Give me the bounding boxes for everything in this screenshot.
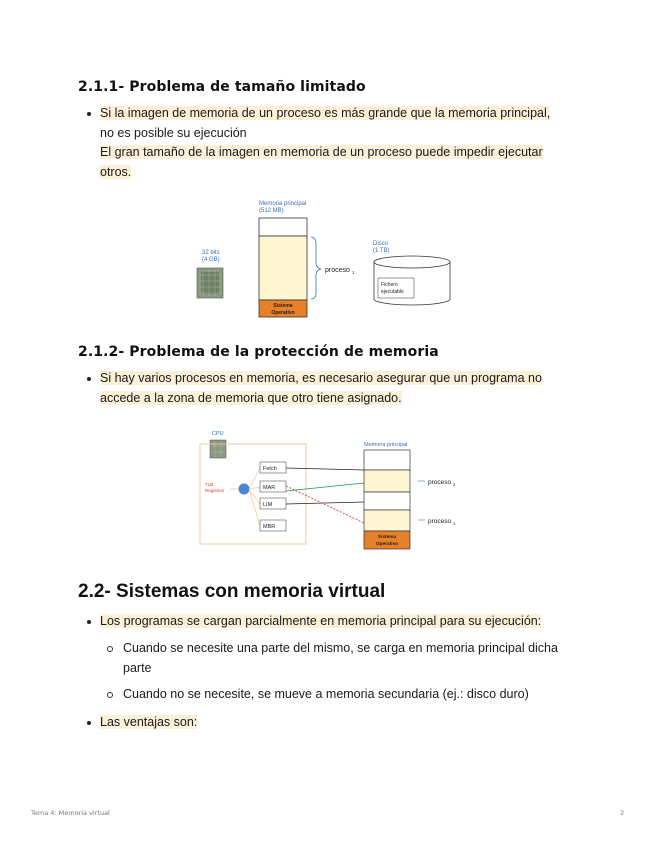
footer-title: Tema 4: Memoria virtual <box>31 809 110 817</box>
fig2-proc-a-sub: 2 <box>453 482 456 487</box>
fig2-reg-3: LIM <box>263 502 273 508</box>
sub-bullet-22-2-text: Cuando no se necesite, se mueve a memoria secundaria (ej.: disco duro) <box>123 687 529 701</box>
sub-bullet-22-1 <box>100 639 580 678</box>
fig2-left-label-2: Registros <box>205 488 225 493</box>
bullet-dot <box>87 721 91 725</box>
bullet-212-line1: Si hay varios procesos en memoria, es necesario asegurar que un programa no <box>100 371 542 385</box>
fig2-reg-2: MAR <box>263 485 276 491</box>
figure-memory-protection <box>196 428 476 553</box>
section-title-212: 2.1.2- Problema de la protección de memoria <box>78 344 439 360</box>
page-number: 2 <box>620 809 625 817</box>
fig2-left-label-1: TLB <box>205 482 214 487</box>
fig2-mem-top <box>364 450 410 470</box>
bullet-dot <box>87 112 91 116</box>
fig2-arrow-green <box>286 483 364 491</box>
bullet-211-line1: Si la imagen de memoria de un proceso es más grande que la memoria principal, <box>100 106 551 120</box>
fig2-proc-b-sub: 1 <box>453 521 456 526</box>
fig1-disk-label-1: Disco <box>373 241 389 247</box>
fig2-bus-node <box>239 484 250 495</box>
fig1-os-label-1: Sistema <box>273 303 293 309</box>
fig1-cpu-label-2: (4 GB) <box>202 257 220 263</box>
fig1-memory-free <box>259 218 307 236</box>
fig1-cpu-label-1: 32 bits <box>202 250 220 256</box>
section-title-22: 2.2- Sistemas con memoria virtual <box>78 581 386 602</box>
fig2-cpu-label: CPU <box>212 431 224 437</box>
fig1-mem-label-1: Memoria principal <box>259 201 307 207</box>
fig2-mem-proc2 <box>364 470 410 492</box>
bullet-dot <box>87 620 91 624</box>
sub-bullet-22-1-line2: parte <box>123 660 152 675</box>
bullet-22-1-text: Los programas se cargan parcialmente en memoria principal para su ejecución: <box>100 614 542 628</box>
bullet-22-1 <box>78 612 578 632</box>
fig1-file-label-2: ejecutable <box>381 289 404 295</box>
fig1-brace <box>311 237 321 299</box>
fig1-memory-process <box>259 236 307 300</box>
fig2-cpu-chip-icon <box>210 440 226 458</box>
bullet-211 <box>78 104 578 182</box>
sub-bullet-22-2 <box>100 685 580 705</box>
bullet-212 <box>78 369 578 408</box>
fig2-reg-4: MBR <box>263 524 276 530</box>
fig2-arrow-black-1 <box>286 468 364 470</box>
bullet-22-2-text: Las ventajas son: <box>100 715 198 729</box>
fig1-os-label-2: Operativo <box>271 310 295 316</box>
fig2-reg-1: Fetch <box>263 466 277 472</box>
fig2-os-label-1: Sistema <box>377 535 397 540</box>
sub-bullet-22-1-line1: Cuando se necesite una parte del mismo, se carga en memoria principal dicha <box>123 641 558 655</box>
fig1-cpu-chip-icon <box>197 268 223 298</box>
fig2-proc-a: proceso <box>428 479 452 486</box>
bullet-22-2 <box>78 713 578 733</box>
fig2-mem-gap <box>364 492 410 510</box>
sub-bullet-circle <box>107 646 113 652</box>
fig2-mem-label: Memoria principal <box>364 442 408 448</box>
sub-bullet-circle <box>107 692 113 698</box>
bullet-211-line3: El gran tamaño de la imagen en memoria de un proceso puede impedir ejecutar <box>100 145 543 159</box>
figure-memory-size <box>190 195 480 320</box>
fig2-os-label-2: Operativo <box>375 542 399 547</box>
bullet-211-line2: no es posible su ejecución <box>100 125 247 140</box>
bullet-dot <box>87 377 91 381</box>
bullet-212-line2: accede a la zona de memoria que otro tiene asignado. <box>100 390 402 405</box>
bullet-211-line4: otros. <box>100 164 132 179</box>
fig1-proc-sub: 1 <box>352 270 355 275</box>
fig1-disk-label-2: (1 TB) <box>373 248 390 254</box>
fig2-mem-proc1 <box>364 510 410 531</box>
fig1-proc-label: proceso <box>325 267 350 274</box>
fig1-file-box <box>378 278 414 298</box>
fig2-arrow-black-2 <box>286 502 364 504</box>
fig1-mem-label-2: (512 MB) <box>259 208 284 214</box>
fig2-proc-b: proceso <box>428 518 452 525</box>
fig2-arrow-red <box>286 486 364 523</box>
fig2-bus-lines <box>230 468 260 526</box>
fig1-file-label-1: Fichero <box>381 282 398 288</box>
section-title-211: 2.1.1- Problema de tamaño limitado <box>78 79 366 95</box>
